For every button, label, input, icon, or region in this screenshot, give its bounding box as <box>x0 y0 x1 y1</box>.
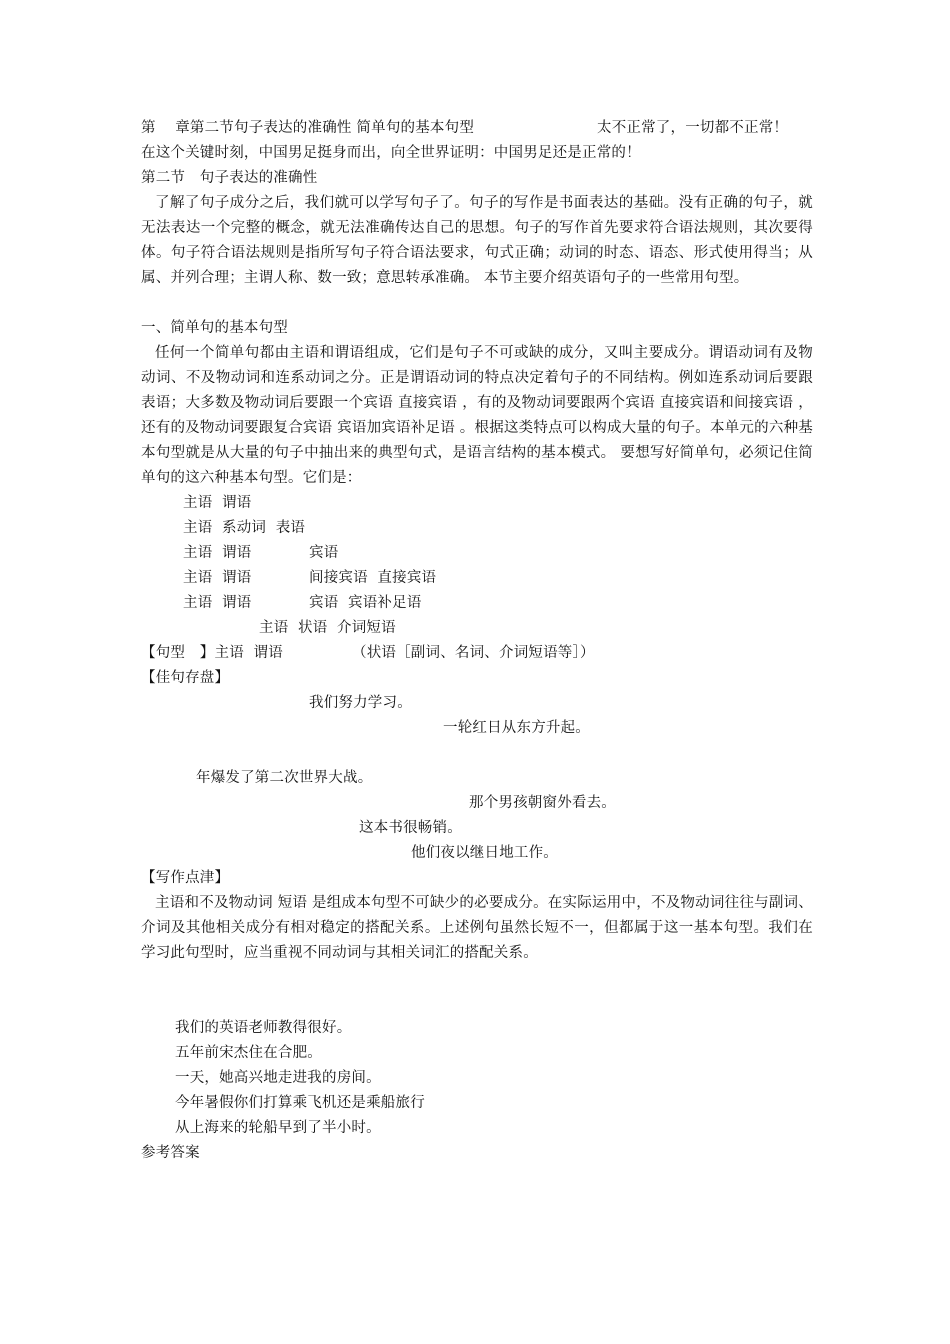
pattern1-label: 【句型 】主语 谓语 <box>141 645 283 661</box>
example-sentence: 我们努力学习。 <box>309 695 412 711</box>
pattern-line: 主语 谓语 <box>183 570 252 586</box>
pattern-line: 主语 谓语 <box>183 595 252 611</box>
exercise-sentence: 一天，她高兴地走进我的房间。 <box>175 1070 381 1086</box>
pattern-tail: 宾语 <box>309 545 339 561</box>
tips-paragraph: 主语和不及物动词 短语 是组成本句型不可缺少的必要成分。在实际运用中，不及物动词往往与副词、介词及其他相关成分有相对稳定的搭配关系。上述例句虽然长短不一，但都属于这一基本句型。我们在学习此句型时，应当重视不同动词与其相关词汇的搭配关系。 <box>141 895 813 961</box>
part1-body-paragraph: 任何一个简单句都由主语和谓语组成，它们是句子不可或缺的成分，又叫主要成分。谓语动词有及物动词、不及物动词和连系动词之分。正是谓语动词的特点决定着句子的不同结构。例如连系动词后要跟表语；大多数及物动词后要跟一个宾语 直接宾语 ，有的及物动词要跟两个宾语 直接宾语和间接宾语 ，还有的及物动词要跟复合宾语 宾语加宾语补足语 。根据这类特点可以构成大量的句子。本单元的六种基本句型就是从大量的句子中抽出来的典型句式，是语言结构的基本模式。 要想写好简单句，必须记住简单句的这六种基本句型。它们是： <box>141 345 813 486</box>
tagline: 太不正常了，一切都不正常！ <box>597 120 789 136</box>
pattern-tail: 间接宾语 直接宾语 <box>309 570 437 586</box>
tagline-continued: 在这个关键时刻，中国男足挺身而出，向全世界证明：中国男足还是正常的！ <box>141 145 641 161</box>
tips-label: 【写作点津】 <box>141 870 230 886</box>
example-sentence: 一轮红日从东方升起。 <box>443 720 590 736</box>
pattern1-note: （状语［副词、名词、介词短语等］） <box>352 645 595 661</box>
examples-label: 【佳句存盘】 <box>141 670 230 686</box>
section-intro-paragraph: 了解了句子成分之后，我们就可以学写句子了。句子的写作是书面表达的基础。没有正确的句子，就无法表达一个完整的概念，就无法准确传达自己的思想。句子的写作首先要求符合语法规则，其次要得体。句子符合语法规则是指所写句子符合语法要求，句式正确；动词的时态、语态、形式使用得当；从属、并列合理；主谓人称、数一致；意思转承准确。 本节主要介绍英语句子的一些常用句型。 <box>141 195 813 286</box>
document-title: 第 章第二节句子表达的准确性 简单句的基本句型 <box>141 120 475 136</box>
exercise-sentence: 从上海来的轮船早到了半小时。 <box>175 1120 381 1136</box>
example-sentence: 那个男孩朝窗外看去。 <box>469 795 616 811</box>
exercise-sentence: 我们的英语老师教得很好。 <box>175 1020 352 1036</box>
example-sentence: 这本书很畅销。 <box>359 820 462 836</box>
pattern-line: 主语 谓语 <box>183 545 252 561</box>
example-sentence: 他们夜以继日地工作。 <box>411 845 558 861</box>
pattern-line: 主语 谓语 <box>183 495 252 511</box>
part1-heading: 一、简单句的基本句型 <box>141 320 288 336</box>
exercise-sentence: 五年前宋杰住在合肥。 <box>175 1045 322 1061</box>
pattern-line: 主语 状语 介词短语 <box>259 620 396 636</box>
example-sentence: 年爆发了第二次世界大战。 <box>196 770 373 786</box>
pattern-tail: 宾语 宾语补足语 <box>309 595 422 611</box>
exercise-sentence: 今年暑假你们打算乘飞机还是乘船旅行 <box>175 1095 425 1111</box>
answers-label: 参考答案 <box>141 1145 200 1161</box>
pattern-line: 主语 系动词 表语 <box>183 520 306 536</box>
section-heading: 第二节 句子表达的准确性 <box>141 170 318 186</box>
